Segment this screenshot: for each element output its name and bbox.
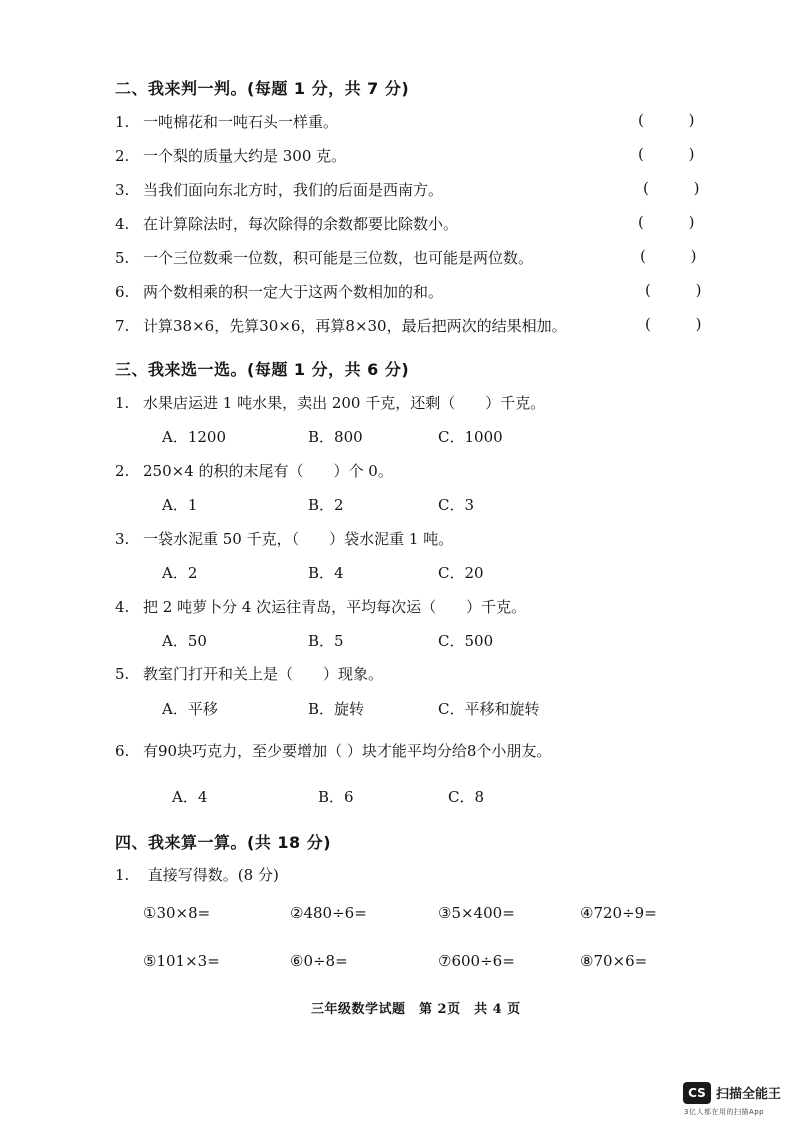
option-b[interactable]: B．旋转 <box>308 700 365 718</box>
judge-question <box>115 145 346 166</box>
option-a[interactable]: A．1200 <box>162 428 227 446</box>
answer-blank[interactable]: ( ) <box>643 179 720 197</box>
question-number: 6. <box>115 742 130 760</box>
choice-question <box>115 460 393 481</box>
calc-item[interactable]: ②480÷6= <box>290 904 367 922</box>
calc-item[interactable]: ④720÷9= <box>580 904 657 922</box>
option-c[interactable]: C．3 <box>438 496 475 514</box>
answer-blank[interactable]: ( ) <box>638 213 715 231</box>
option-b[interactable]: B．2 <box>308 496 344 514</box>
calc-item[interactable]: ①30×8= <box>143 904 211 922</box>
page-footer: 三年级数学试题 第 2页 共 4 页 <box>311 1002 521 1017</box>
option-a[interactable]: A．4 <box>172 788 208 806</box>
section3-title: 三、我来选一选。(每题 1 分，共 6 分) <box>115 360 410 379</box>
question-text: 两个数相乘的积一定大于这两个数相加的和。 <box>143 283 444 301</box>
question-number: 5. <box>115 665 130 683</box>
option-a[interactable]: A．50 <box>162 632 207 650</box>
choice-question <box>115 392 545 413</box>
question-text: 水果店运进 1 吨水果，卖出 200 千克，还剩（ ）千克。 <box>143 394 546 412</box>
question-text: 一吨棉花和一吨石头一样重。 <box>143 113 339 131</box>
question-number: 5. <box>115 249 130 267</box>
judge-question <box>115 281 443 302</box>
question-text: 教室门打开和关上是（ ）现象。 <box>143 665 384 683</box>
choice-question <box>115 596 526 617</box>
section2-title: 二、我来判一判。(每题 1 分，共 7 分) <box>115 79 410 98</box>
answer-blank[interactable]: ( ) <box>638 145 715 163</box>
section4-subquestion <box>115 864 279 885</box>
question-number: 4. <box>115 598 130 616</box>
option-c[interactable]: C．500 <box>438 632 494 650</box>
answer-blank[interactable]: ( ) <box>645 315 722 333</box>
option-c[interactable]: C．1000 <box>438 428 503 446</box>
judge-question <box>115 247 533 268</box>
calc-item[interactable]: ⑦600÷6= <box>438 952 515 970</box>
option-a[interactable]: A．平移 <box>162 700 218 718</box>
question-number: 1. <box>115 113 130 131</box>
section4-title: 四、我来算一算。(共 18 分) <box>115 833 332 852</box>
question-text: 250×4 的积的末尾有（ ）个 0。 <box>143 462 393 480</box>
subquestion-number: 1. <box>115 866 130 884</box>
choice-question <box>115 528 453 549</box>
question-text: 把 2 吨萝卜分 4 次运往青岛，平均每次运（ ）千克。 <box>143 598 527 616</box>
answer-blank[interactable]: ( ) <box>638 111 715 129</box>
question-text: 一个梨的质量大约是 300 克。 <box>143 147 347 165</box>
judge-question <box>115 179 443 200</box>
judge-question <box>115 315 567 336</box>
question-number: 2. <box>115 462 130 480</box>
question-text: 当我们面向东北方时，我们的后面是西南方。 <box>143 181 444 199</box>
option-c[interactable]: C．20 <box>438 564 484 582</box>
option-b[interactable]: B．4 <box>308 564 344 582</box>
question-number: 3. <box>115 530 130 548</box>
subquestion-text: 直接写得数。(8 分) <box>147 866 279 884</box>
option-b[interactable]: B．6 <box>318 788 354 806</box>
calc-item[interactable]: ⑤101×3= <box>143 952 220 970</box>
answer-blank[interactable]: ( ) <box>640 247 717 265</box>
camscanner-logo: CS <box>683 1082 711 1104</box>
choice-question <box>115 740 551 761</box>
choice-question <box>115 663 383 684</box>
question-number: 4. <box>115 215 130 233</box>
judge-question <box>115 213 458 234</box>
option-b[interactable]: B．800 <box>308 428 363 446</box>
judge-question <box>115 111 338 132</box>
question-text: 在计算除法时，每次除得的余数都要比除数小。 <box>143 215 459 233</box>
question-number: 1. <box>115 394 130 412</box>
question-text: 一袋水泥重 50 千克，（ ）袋水泥重 1 吨。 <box>143 530 454 548</box>
question-text: 有90块巧克力，至少要增加（ ）块才能平均分给8个小朋友。 <box>143 742 552 760</box>
option-c[interactable]: C．平移和旋转 <box>438 700 540 718</box>
camscanner-tagline: 3亿人都在用的扫描App <box>684 1108 765 1116</box>
question-text: 一个三位数乘一位数，积可能是三位数，也可能是两位数。 <box>143 249 534 267</box>
option-b[interactable]: B．5 <box>308 632 344 650</box>
question-number: 2. <box>115 147 130 165</box>
calc-item[interactable]: ⑥0÷8= <box>290 952 348 970</box>
question-number: 7. <box>115 317 130 335</box>
option-a[interactable]: A．2 <box>162 564 198 582</box>
option-c[interactable]: C．8 <box>448 788 485 806</box>
camscanner-brand: 扫描全能王 <box>716 1087 782 1102</box>
question-number: 3. <box>115 181 130 199</box>
answer-blank[interactable]: ( ) <box>645 281 722 299</box>
calc-item[interactable]: ⑧70×6= <box>580 952 648 970</box>
option-a[interactable]: A．1 <box>162 496 198 514</box>
question-text: 计算38×6，先算30×6，再算8×30，最后把两次的结果相加。 <box>143 317 567 335</box>
calc-item[interactable]: ③5×400= <box>438 904 515 922</box>
question-number: 6. <box>115 283 130 301</box>
